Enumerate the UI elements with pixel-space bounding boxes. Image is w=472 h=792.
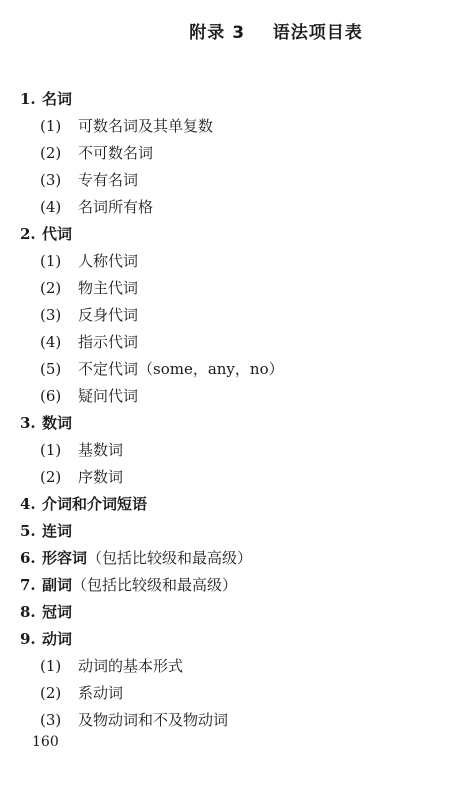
item-text: 冠词 (42, 603, 73, 621)
subsection-item (20, 167, 460, 194)
section-heading (20, 572, 460, 599)
item-text: 反身代词 (78, 306, 139, 324)
section-heading (20, 518, 460, 545)
grammar-items-list (20, 86, 460, 734)
section-heading (20, 545, 460, 572)
item-text: 基数词 (78, 441, 124, 459)
item-text: 介词和介词短语 (42, 495, 148, 513)
item-text: 数词 (42, 414, 73, 432)
item-number: 6. (20, 549, 36, 567)
page-title: 附录 3 语法项目表 (189, 23, 363, 43)
section-heading (20, 491, 460, 518)
item-text: 专有名词 (78, 171, 139, 189)
item-number: 8. (20, 603, 36, 621)
item-text: 序数词 (78, 468, 124, 486)
subsection-item (20, 275, 460, 302)
item-number: 1. (20, 90, 36, 108)
section-heading (20, 86, 460, 113)
page-number: 160 (32, 734, 59, 750)
item-note: （包括比较级和最高级） (72, 576, 238, 594)
item-number: 7. (20, 576, 36, 594)
item-text: 动词的基本形式 (78, 657, 184, 675)
item-number: (2) (40, 144, 62, 162)
subsection-item (20, 356, 460, 383)
item-text: 副词 (42, 576, 73, 594)
subsection-item (20, 653, 460, 680)
item-number: 5. (20, 522, 36, 540)
item-number: (3) (40, 171, 62, 189)
subsection-item (20, 383, 460, 410)
item-text: 人称代词 (78, 252, 139, 270)
item-text: 连词 (42, 522, 73, 540)
item-number: 4. (20, 495, 36, 513)
item-number: (6) (40, 387, 62, 405)
section-heading (20, 221, 460, 248)
item-number: (3) (40, 306, 62, 324)
subsection-item (20, 302, 460, 329)
item-number: (4) (40, 333, 62, 351)
item-number: 2. (20, 225, 36, 243)
item-number: 3. (20, 414, 36, 432)
subsection-item (20, 680, 460, 707)
item-note: （包括比较级和最高级） (87, 549, 253, 567)
item-number: (1) (40, 252, 62, 270)
item-text: 系动词 (78, 684, 124, 702)
item-text: 物主代词 (78, 279, 139, 297)
item-number: (2) (40, 468, 62, 486)
section-heading (20, 410, 460, 437)
item-text: 及物动词和不及物动词 (78, 711, 229, 729)
item-number: (5) (40, 360, 62, 378)
item-text: 指示代词 (78, 333, 139, 351)
subsection-item (20, 140, 460, 167)
item-number: 9. (20, 630, 36, 648)
item-text: 动词 (42, 630, 73, 648)
section-heading (20, 599, 460, 626)
item-number: (2) (40, 279, 62, 297)
subsection-item (20, 464, 460, 491)
item-text: 代词 (42, 225, 73, 243)
item-number: (4) (40, 198, 62, 216)
subsection-item (20, 707, 460, 734)
item-number: (1) (40, 117, 62, 135)
item-number: (1) (40, 657, 62, 675)
item-text: 形容词 (42, 549, 88, 567)
item-number: (3) (40, 711, 62, 729)
subsection-item (20, 248, 460, 275)
subsection-item (20, 113, 460, 140)
item-text: 不定代词（some，any，no） (78, 360, 284, 378)
subsection-item (20, 437, 460, 464)
section-heading (20, 626, 460, 653)
subsection-item (20, 329, 460, 356)
item-text: 名词所有格 (78, 198, 154, 216)
item-number: (2) (40, 684, 62, 702)
item-text: 可数名词及其单复数 (78, 117, 214, 135)
item-text: 名词 (42, 90, 73, 108)
item-text: 不可数名词 (78, 144, 154, 162)
subsection-item (20, 194, 460, 221)
item-text: 疑问代词 (78, 387, 139, 405)
item-number: (1) (40, 441, 62, 459)
